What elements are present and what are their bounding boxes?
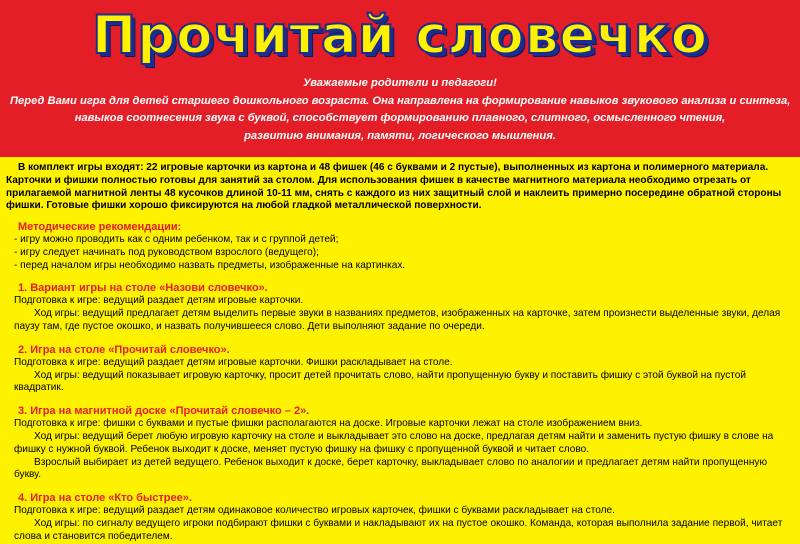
game-1-heading: 1. Вариант игры на столе «Назови словечко». <box>18 282 268 295</box>
kit-description: В комплект игры входят: 22 игровые карточки из картона и 48 фишек (46 с буквами и 2 пустые), выполненных из картона и полимерного материала. Карточки и фишки полностью готовы для занятий за столом. Для использования фишек в качестве магнитного материала необходимо отрезать от прилагаемой магнитной ленты 48 кусочков длиной 10-11 мм, снять с каждого из них защитный слой и наклеить примерно посередине обратной стороны фишки. Готовые фишки хорошо фиксируются на любой гладкой металлической поверхности. <box>6 162 782 212</box>
intro-text <box>10 75 790 145</box>
header-banner <box>0 0 800 157</box>
methods-heading: Методические рекомендации: <box>18 221 182 234</box>
game-3-heading: 3. Игра на магнитной доске «Прочитай словечко – 2». <box>18 405 310 418</box>
method-item: - перед началом игры необходимо назвать предметы, изображенные на картинках. <box>14 259 406 271</box>
game-1-prep: Подготовка к игре: ведущий раздает детям игровые карточки. <box>14 295 304 307</box>
intro-line: развитию внимания, памяти, логического мышления. <box>244 129 556 142</box>
game-1-move: Ход игры: ведущий предлагает детям выделить первые звуки в названиях предметов, изображенных на карточке, затем произнести выделенные звуки, делая паузу там, где пустое окошко, и назвать получившееся слово. Дети выполняют задание по очереди. <box>14 308 781 332</box>
game-4-prep: Подготовка к игре: ведущий раздает детям одинаковое количество игровых карточек, фишки с буквами раскладывает на столе. <box>14 505 615 517</box>
game-2-prep: Подготовка к игре: ведущий раздает детям игровые карточки. Фишки раскладывает на столе. <box>14 356 453 368</box>
intro-line: навыков соотнесения звука с буквой, способствует формированию плавного, слитного, осмысленного чтения, <box>74 112 726 124</box>
method-item: - игру можно проводить как с одним ребенком, так и с группой детей; <box>14 233 339 245</box>
game-4-move: Ход игры: по сигналу ведущего игроки подбирают фишки с буквами и накладывают их на пустое окошко. Команда, которая выполнила задание первой, читает слова и становится победителем. <box>14 517 783 542</box>
game-3-prep: Подготовка к игре: фишки с буквами и пустые фишки располагаются на доске. Игровые карточки лежат на столе изображением вниз. <box>14 418 643 430</box>
intro-line: Уважаемые родители и педагоги! <box>303 77 497 89</box>
game-3-move: Ход игры: ведущий берет любую игровую карточку на столе и выкладывает это слово на доске, предлагая детям найти и заменить пустую фишку в слове на фишку с нужной буквой. Ребенок выходит к доске, меняет пустую фишку на фишку с пропущенной буквой и читает слово. <box>14 430 774 455</box>
intro-line: Перед Вами игра для детей старшего дошкольного возраста. Она направлена на формирование навыков звукового анализа и синтеза, <box>10 94 791 107</box>
game-2-move: Ход игры: ведущий показывает игровую карточку, просит детей прочитать слово, найти пропущенную букву и поставить фишку с этой буквой на пустой квадратик. <box>14 369 747 394</box>
game-2-heading: 2. Игра на столе «Прочитай словечко». <box>18 343 230 356</box>
game-4-heading: 4. Игра на столе «Кто быстрее». <box>18 492 192 505</box>
page-title: Прочитай словечко <box>91 5 709 66</box>
instructions-body <box>6 162 794 544</box>
method-item: - игру следует начинать под руководством взрослого (ведущего); <box>14 246 319 258</box>
game-3-extra: Взрослый выбирает из детей ведущего. Ребенок выходит к доске, берет карточку, выкладывает слово по аналогии и предлагает детям найти пропущенную букву. <box>14 456 768 481</box>
